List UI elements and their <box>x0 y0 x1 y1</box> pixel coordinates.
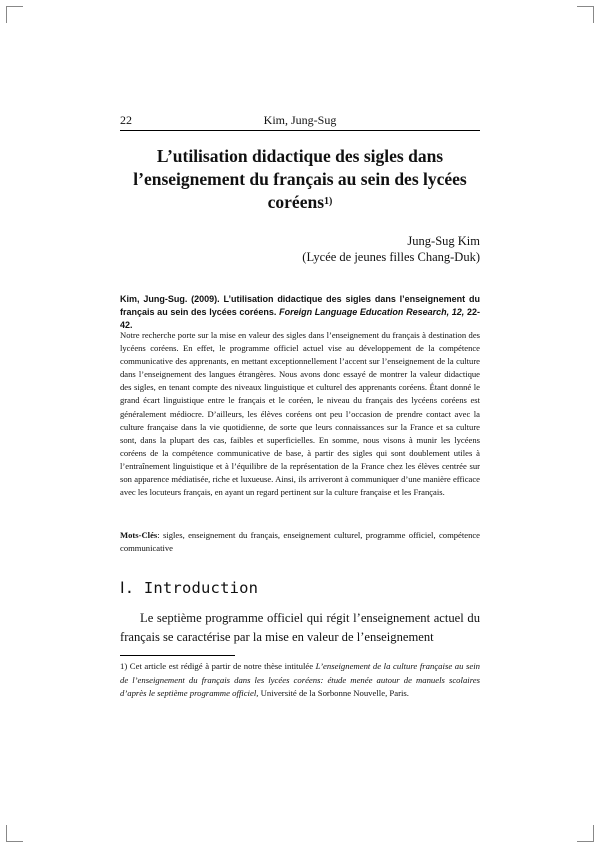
keywords <box>120 529 480 555</box>
citation-pages: 22-42. <box>120 307 480 330</box>
crop-mark-bottom-right <box>577 825 594 842</box>
footnote-thesis-title: L’enseignement de la culture française au sein de l’enseignement du français dans les lycées coréens: étude menée autour de manuels scolaires d’après le septième programme officiel, <box>120 661 480 698</box>
footnote-suffix: Université de la Sorbonne Nouvelle, Paris. <box>260 688 409 698</box>
crop-mark-top-right <box>577 6 594 23</box>
keywords-text: : sigles, enseignement du français, enseignement culturel, programme officiel, compétence communicative <box>120 530 480 553</box>
author-affiliation: (Lycée de jeunes filles Chang-Duk) <box>302 250 480 264</box>
footnote-rule <box>120 655 235 656</box>
keywords-label: Mots-Clés <box>120 530 158 540</box>
citation-journal: Foreign Language Education Research, 12, <box>279 307 465 317</box>
header-rule <box>120 130 480 131</box>
running-header <box>120 113 480 131</box>
article-title <box>120 145 480 214</box>
footnote-prefix: 1) Cet article est rédigé à partir de notre thèse intitulée <box>120 661 314 671</box>
title-footnote-mark[interactable]: 1) <box>324 196 333 207</box>
crop-mark-top-left <box>6 6 23 23</box>
author-name: Jung-Sug Kim <box>407 234 480 248</box>
page-number: 22 <box>120 113 132 127</box>
body-paragraph: Le septième programme officiel qui régit l’enseignement actuel du français se caractérise par la mise en valeur de l’enseignement <box>120 611 480 644</box>
section-heading: Ⅰ. Introduction <box>120 579 259 597</box>
citation <box>120 293 480 332</box>
abstract: Notre recherche porte sur la mise en valeur des sigles dans l’enseignement du français à destination des lycéens coréens. En effet, le programme officiel actuel vise au développement de la compétence communicative des apprenants, en mettant exceptionnellement l’accent sur l’enseignement de la culture dans l’enseignement des langues étrangères. Nous avons donc essayé de montrer la valeur didactique des sigles, en tenant compte des niveaux linguistique et culturel des apprenants coréens. Étant donné le grand écart linguistique entre le français et le coréen, le niveau du français des lycéens coréens est généralement médiocre. D’ailleurs, les élèves coréens ont peu l’occasion de prendre contact avec la culture française dans la vie quotidienne, de sorte que leurs connaissances sur la France et sa culture sont, dans la plupart des cas, faibles et superficielles. En somme, nous visons à munir les lycéens coréens de la compétence communicative de base, à partir des sigles qui sont doublement utiles à l’entraînement linguistique et à l’équilibre de la représentation de la France chez les élèves centrée sur son apparence médiatisée, riche et luxueuse. Ainsi, ils arriveront à communiquer d’une manière efficace avec les locuteurs français, en ayant un regard pertinent sur la culture française et les Français. <box>120 330 480 498</box>
running-title: Kim, Jung-Sug <box>263 113 337 127</box>
crop-mark-bottom-left <box>6 825 23 842</box>
footnote <box>120 660 480 701</box>
article-title-text: L’utilisation didactique des sigles dans l’enseignement du français au sein des lycées coréens <box>133 146 467 212</box>
citation-reference: Kim, Jung-Sug. (2009). L’utilisation didactique des sigles dans l’enseignement du français au sein des lycées coréens. <box>120 294 480 317</box>
author-block <box>240 233 480 265</box>
